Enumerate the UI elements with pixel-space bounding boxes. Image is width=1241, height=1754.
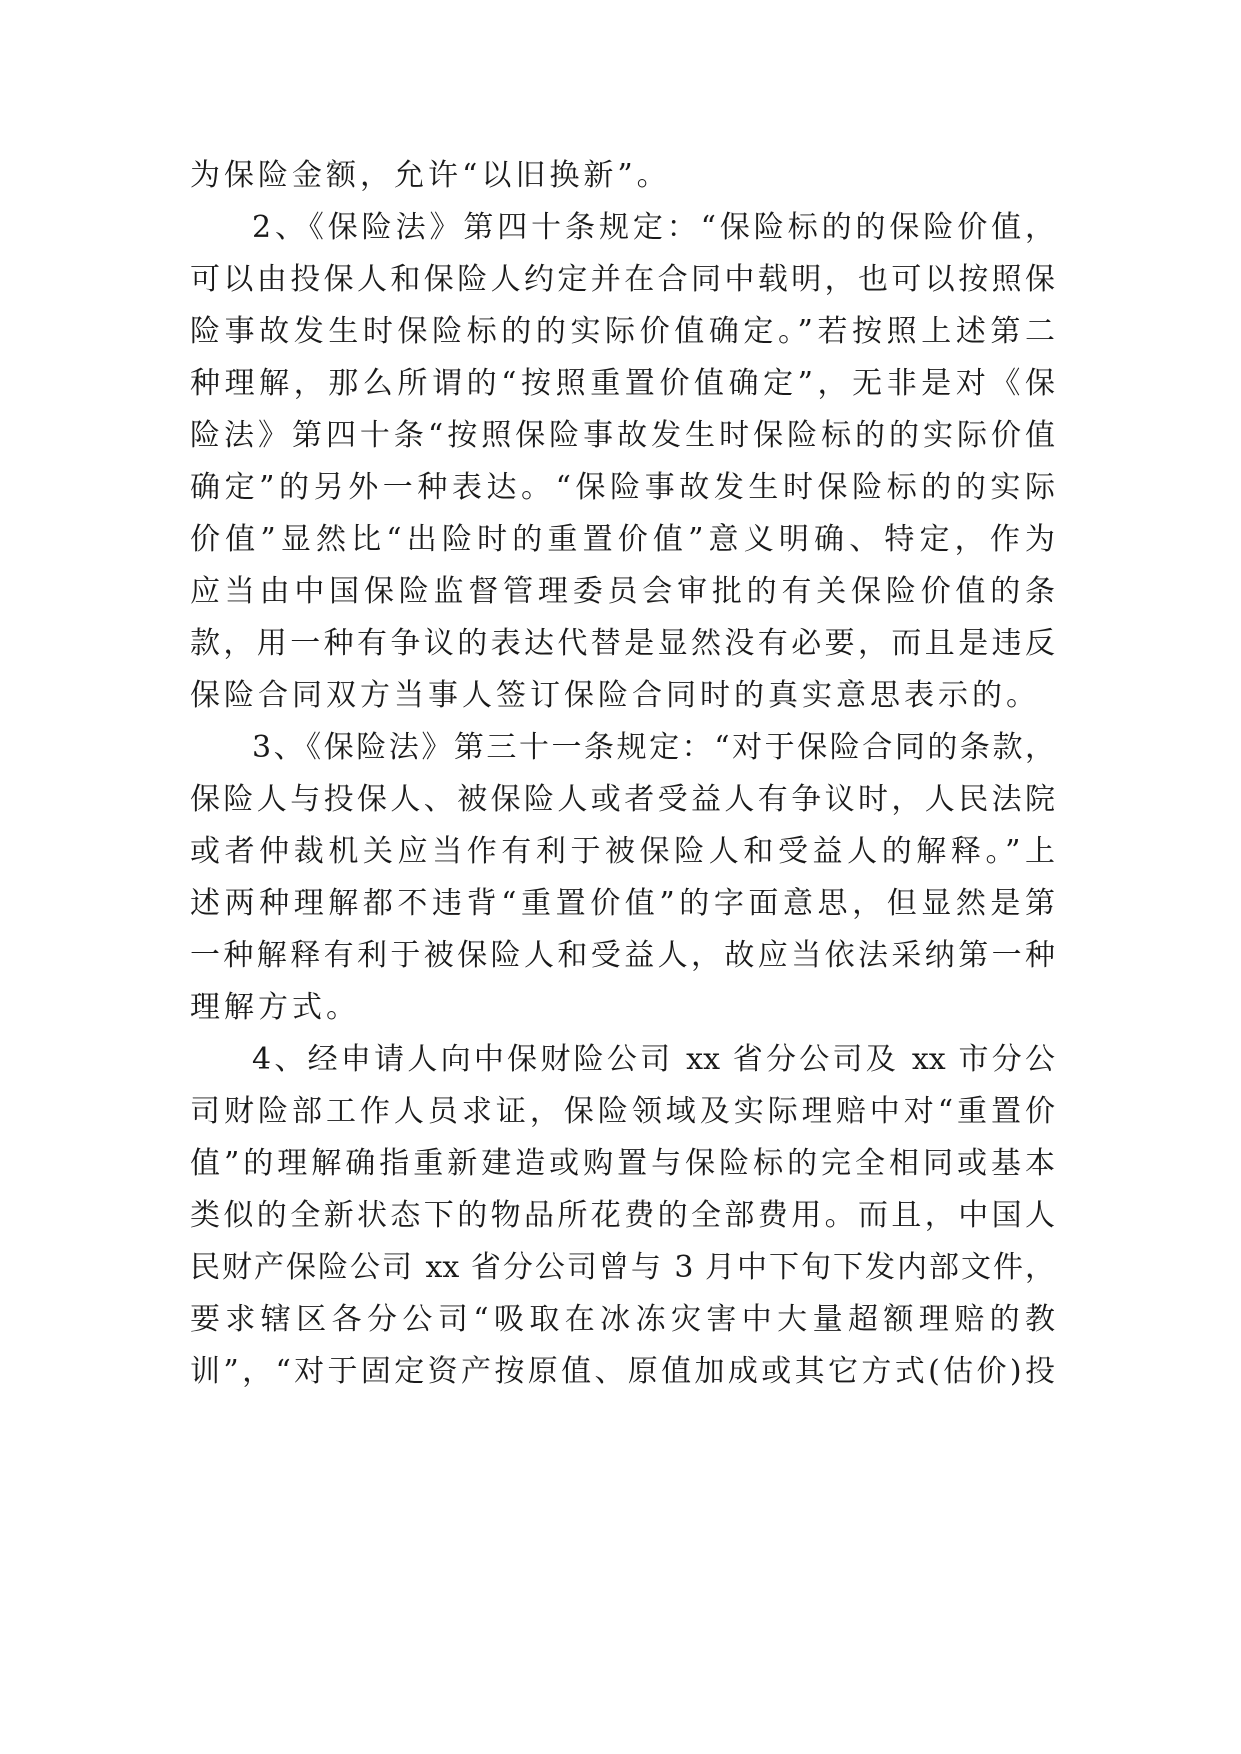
- text-line: 可以由投保人和保险人约定并在合同中载明，也可以按照保: [190, 262, 1055, 297]
- text-line: 确定”的另外一种表达。“保险事故发生时保险标的的实际: [190, 470, 1055, 505]
- text-line: 种理解，那么所谓的“按照重置价值确定”，无非是对《保: [190, 366, 1055, 401]
- text-line: 4、经申请人向中保财险公司 xx 省分公司及 xx 市分公: [252, 1042, 1055, 1077]
- text-line: 款，用一种有争议的表达代替是显然没有必要，而且是违反: [190, 626, 1055, 661]
- text-line: 值”的理解确指重新建造或购置与保险标的完全相同或基本: [190, 1146, 1055, 1181]
- text-line: 理解方式。: [190, 990, 360, 1025]
- text-line: 价值”显然比“出险时的重置价值”意义明确、特定，作为: [190, 522, 1055, 557]
- text-line: 司财险部工作人员求证，保险领域及实际理赔中对“重置价: [190, 1094, 1055, 1129]
- text-line: 应当由中国保险监督管理委员会审批的有关保险价值的条: [190, 574, 1055, 609]
- text-line: 述两种理解都不违背“重置价值”的字面意思，但显然是第: [190, 886, 1055, 921]
- text-line: 2、《保险法》第四十条规定：“保险标的的保险价值，: [252, 210, 1055, 245]
- text-line: 保险合同双方当事人签订保险合同时的真实意思表示的。: [190, 678, 1040, 713]
- text-line: 一种解释有利于被保险人和受益人，故应当依法采纳第一种: [190, 938, 1055, 973]
- text-line: 保险人与投保人、被保险人或者受益人有争议时，人民法院: [190, 782, 1055, 817]
- text-line: 险法》第四十条“按照保险事故发生时保险标的的实际价值: [190, 418, 1055, 453]
- text-line: 要求辖区各分公司“吸取在冰冻灾害中大量超额理赔的教: [190, 1302, 1055, 1337]
- text-line: 训”，“对于固定资产按原值、原值加成或其它方式(估价)投: [190, 1354, 1055, 1389]
- text-line: 或者仲裁机关应当作有利于被保险人和受益人的解释。”上: [190, 834, 1055, 869]
- text-line: 险事故发生时保险标的的实际价值确定。”若按照上述第二: [190, 314, 1055, 349]
- document-body: [190, 150, 1055, 1398]
- text-line: 3、《保险法》第三十一条规定：“对于保险合同的条款，: [252, 730, 1055, 765]
- text-line: 为保险金额，允许“以旧换新”。: [190, 158, 671, 193]
- text-line: 民财产保险公司 xx 省分公司曾与 3 月中下旬下发内部文件，: [190, 1250, 1055, 1285]
- text-line: 类似的全新状态下的物品所花费的全部费用。而且，中国人: [190, 1198, 1055, 1233]
